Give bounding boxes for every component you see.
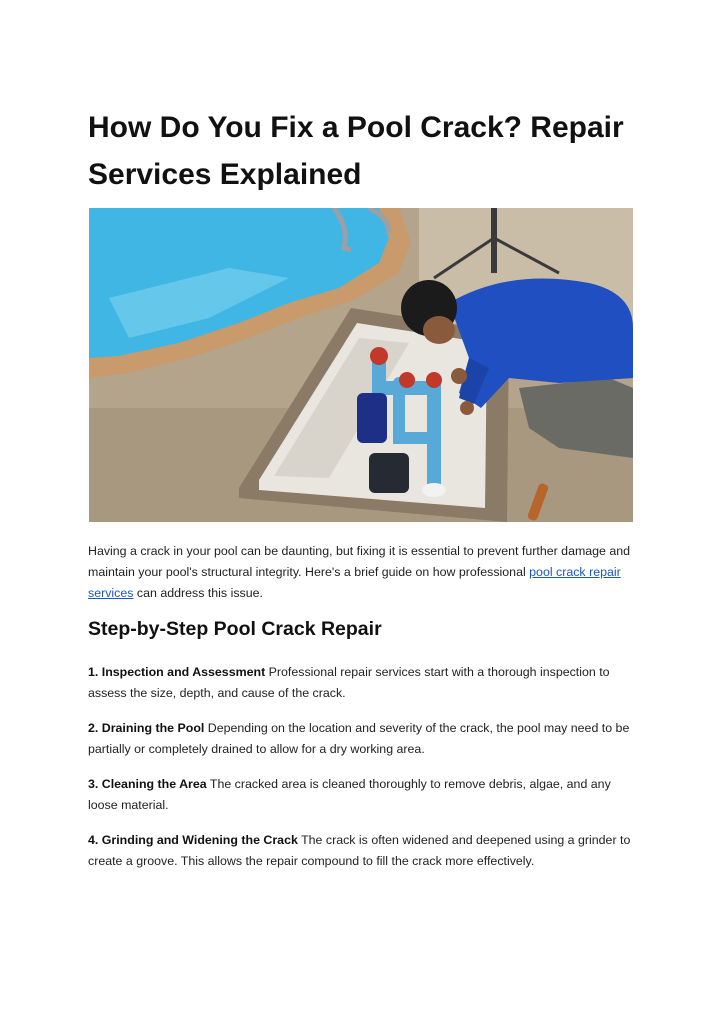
intro-text-after: can address this issue. (133, 586, 263, 600)
step-text: Depending on the location and severity of the crack, the pool may need to be partially or completely drained to allow for a dry working area. (88, 721, 630, 756)
page-title: How Do You Fix a Pool Crack? Repair Services Explained (88, 111, 624, 191)
step-text: The crack is often widened and deepened using a grinder to create a groove. This allows the repair compound to fill the crack more effectively. (88, 833, 631, 868)
step-title: 4. Grinding and Widening the Crack (88, 833, 298, 847)
step-item (88, 830, 638, 872)
step-item (88, 662, 638, 704)
pool-repair-illustration (89, 208, 633, 522)
step-title: 3. Cleaning the Area (88, 777, 207, 791)
section-heading: Step-by-Step Pool Crack Repair (88, 618, 382, 640)
step-item (88, 774, 638, 816)
step-text: The cracked area is cleaned thoroughly to remove debris, algae, and any loose material. (88, 777, 611, 812)
step-title: 2. Draining the Pool (88, 721, 205, 735)
intro-paragraph (88, 541, 638, 604)
step-text: Professional repair services start with a thorough inspection to assess the size, depth, and cause of the crack. (88, 665, 610, 700)
intro-text-before: Having a crack in your pool can be daunting, but fixing it is essential to prevent further damage and maintain your pool's structural integrity. Here's a brief guide on how professional (88, 544, 631, 579)
step-item (88, 718, 638, 760)
pool-crack-repair-link[interactable]: pool crack repair services (88, 565, 621, 600)
pool-repair-photo (89, 208, 633, 522)
step-title: 1. Inspection and Assessment (88, 665, 266, 679)
